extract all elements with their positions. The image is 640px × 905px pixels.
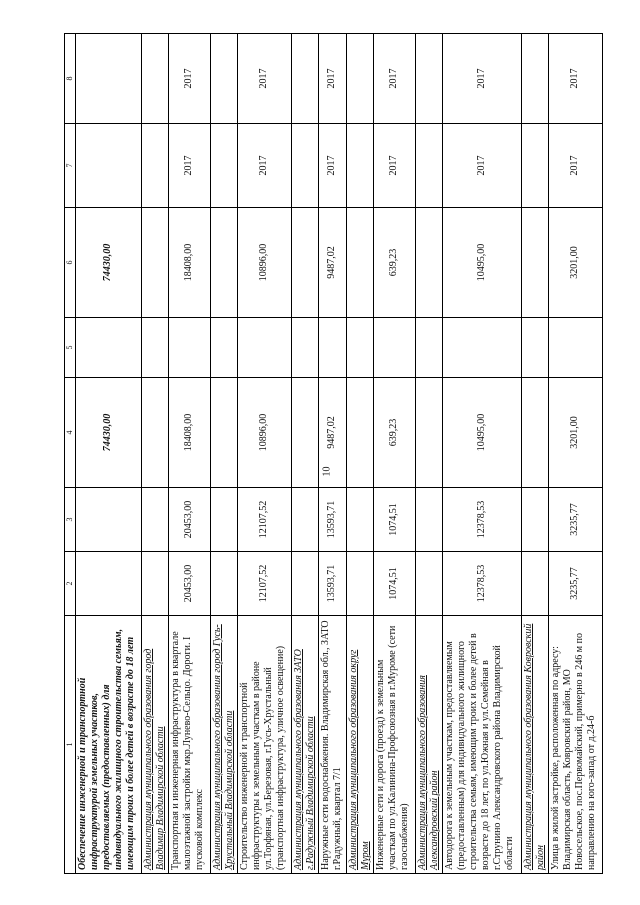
remaining-cost: 12107,52 xyxy=(237,488,291,552)
estimated-cost: 13593,71 xyxy=(318,552,347,616)
remaining-cost: 12378,53 xyxy=(442,488,521,552)
cell xyxy=(75,318,142,378)
cell xyxy=(75,552,142,616)
col-number: 8 xyxy=(65,34,76,124)
cell xyxy=(75,488,142,552)
investment-table xyxy=(64,33,603,874)
estimated-cost: 1074,51 xyxy=(374,552,415,616)
amount-c5 xyxy=(237,318,291,378)
year-start: 2017 xyxy=(318,124,347,208)
estimated-cost: 12107,52 xyxy=(237,552,291,616)
section-total-c6: 74430,00 xyxy=(75,208,142,318)
year-start: 2017 xyxy=(169,124,210,208)
col-number: 3 xyxy=(65,488,76,552)
year-start: 2017 xyxy=(548,124,602,208)
year-end: 2017 xyxy=(237,34,291,124)
col-number: 6 xyxy=(65,208,76,318)
total-amount: 10896,00 xyxy=(237,378,291,488)
total-amount: 9487,02 xyxy=(318,378,347,488)
section-title: Обеспечение инженерной и транспортной инфраструктурой земельных участков, предоставляемых (предоставленных) для индивидуального жилищного строительства семьям, имеющим троих и более детей в возрасте до 18 лет xyxy=(75,616,142,874)
object-description: Наружные сети водоснабжения. Владимирская обл., ЗАТО г.Радужный, квартал 7/1 xyxy=(318,616,347,874)
cell xyxy=(75,34,142,124)
year-end: 2017 xyxy=(442,34,521,124)
remaining-cost: 3235,77 xyxy=(548,488,602,552)
table-row xyxy=(169,34,210,874)
amount-c6: 10896,00 xyxy=(237,208,291,318)
col-number: 7 xyxy=(65,124,76,208)
amount-c5 xyxy=(548,318,602,378)
total-amount: 639,23 xyxy=(374,378,415,488)
object-description: Автодорога к земельным участкам, предоставляемым (предоставленным) для индивидуального жилищного строительства семьям, имеющим троих и более детей в возрасте до 18 лет, по ул.Южная и ул.Семейная в г.Струнино Александровского района Владимирской области xyxy=(442,616,521,874)
remaining-cost: 1074,51 xyxy=(374,488,415,552)
year-start: 2017 xyxy=(374,124,415,208)
total-amount: 10495,00 xyxy=(442,378,521,488)
organization-title: Администрация муниципального образования город Гусь-Хрустальный Владимирской области xyxy=(210,616,237,874)
remaining-cost: 20453,00 xyxy=(169,488,210,552)
subheader-row xyxy=(291,34,318,874)
year-start: 2017 xyxy=(442,124,521,208)
amount-c6: 10495,00 xyxy=(442,208,521,318)
col-number: 5 xyxy=(65,318,76,378)
object-description: Строительство инженерной и транспортной инфраструктуры к земельным участкам в районе ул.Торфяная, ул.Березовая, г.Гусь-Хрустальный (транспортная инфраструктура, уличное освещение) xyxy=(237,616,291,874)
table-row xyxy=(318,34,347,874)
organization-title: Администрация муниципального образования округ Муром xyxy=(347,616,374,874)
amount-c6: 9487,02 xyxy=(318,208,347,318)
year-end: 2017 xyxy=(318,34,347,124)
year-start: 2017 xyxy=(237,124,291,208)
col-number: 2 xyxy=(65,552,76,616)
amount-c5 xyxy=(318,318,347,378)
estimated-cost: 3235,77 xyxy=(548,552,602,616)
col-number: 1 xyxy=(65,616,76,874)
total-amount: 18408,00 xyxy=(169,378,210,488)
year-end: 2017 xyxy=(169,34,210,124)
table-row xyxy=(442,34,521,874)
subheader-row xyxy=(347,34,374,874)
col-number: 4 xyxy=(65,378,76,488)
object-description: Улица в жилой застройке, расположенная по адресу: Владимирская область, Ковровский район, МО Новосельское, пос.Первомайский, примерно в 246 м по направлению на юго-запад от д.24-б xyxy=(548,616,602,874)
amount-c5 xyxy=(374,318,415,378)
amount-c6: 639,23 xyxy=(374,208,415,318)
subheader-row xyxy=(210,34,237,874)
remaining-cost: 13593,71 xyxy=(318,488,347,552)
year-end: 2017 xyxy=(374,34,415,124)
object-description: Транспортная и инженерная инфраструктура в квартале малоэтажной застройки мкр.Лунево-Сельцо. Дороги. I пусковой комплекс xyxy=(169,616,210,874)
table-row xyxy=(374,34,415,874)
estimated-cost: 20453,00 xyxy=(169,552,210,616)
estimated-cost: 12378,53 xyxy=(442,552,521,616)
amount-c6: 18408,00 xyxy=(169,208,210,318)
object-description: Инженерные сети и дорога (проезд) к земельным участкам по ул.Калинина-Профсоюзная в г.Муроме (сети газоснабжения) xyxy=(374,616,415,874)
organization-title: Администрация муниципального образования город Владимир Владимирской области xyxy=(142,616,169,874)
cell xyxy=(75,124,142,208)
section-total-c4: 74430,00 xyxy=(75,378,142,488)
amount-c5 xyxy=(169,318,210,378)
amount-c6: 3201,00 xyxy=(548,208,602,318)
organization-title: Администрация муниципального образования Ковровский район xyxy=(521,616,548,874)
year-end: 2017 xyxy=(548,34,602,124)
page-number: 10 xyxy=(321,466,333,477)
column-number-row xyxy=(65,34,76,874)
rotated-table-sheet xyxy=(64,34,603,874)
organization-title: Администрация муниципального образования Александровский район xyxy=(415,616,442,874)
total-amount: 3201,00 xyxy=(548,378,602,488)
table-row xyxy=(548,34,602,874)
amount-c5 xyxy=(442,318,521,378)
organization-title: Администрация муниципального образования ЗАТО г.Радужный Владимирской области xyxy=(291,616,318,874)
subheader-row xyxy=(521,34,548,874)
section-row xyxy=(75,34,142,874)
subheader-row xyxy=(415,34,442,874)
table-row xyxy=(237,34,291,874)
subheader-row xyxy=(142,34,169,874)
